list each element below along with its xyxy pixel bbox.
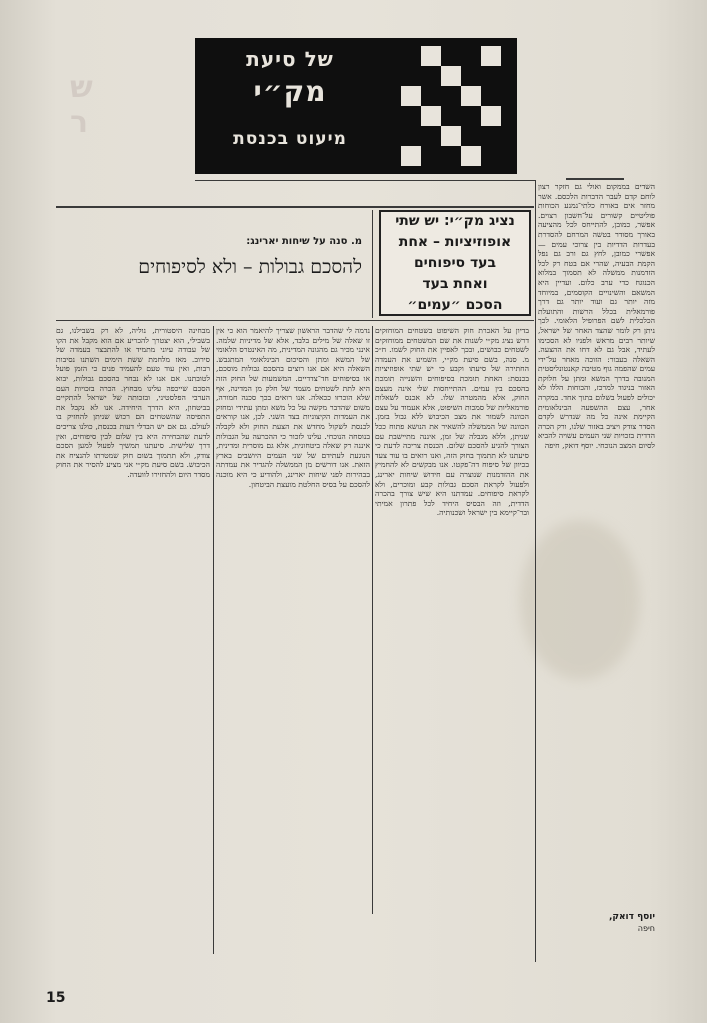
subhead-line: נציג מק״י: יש שתי bbox=[395, 212, 515, 229]
divider bbox=[56, 206, 534, 208]
divider bbox=[535, 180, 536, 962]
divider bbox=[213, 326, 214, 954]
headline-banner bbox=[195, 38, 517, 174]
subhead-box bbox=[379, 210, 531, 316]
page-number: 15 bbox=[46, 990, 66, 1006]
article-kicker: מ. סנה על שיחות יארינג: bbox=[246, 236, 362, 247]
letter-byline: יוסף דואק, bbox=[608, 912, 655, 922]
divider bbox=[372, 326, 373, 914]
headline-line-1: של סיעת bbox=[246, 47, 334, 71]
divider bbox=[195, 180, 535, 181]
subhead-line: ואחת בעד bbox=[422, 275, 488, 292]
article-column-3: מבחינה היסטורית, נוליה, לא רק בשבילנו, גם בשבילי, הוא יצטרך להכריע אם הוא מקבל את הקו של עבודה עיוני מתמיד או להתבצר בעמדה של סירוב. מאז מלחמת ששת הימים השתנו נסיבות רבות, ואין עוד טעם להעמיד פנים כי הזמן פועל לטובתנו. אם אנו לא נבחר בהסכם גבולות, יבוא הסכם שייכפה עלינו מבחוץ. הכרה בזכויות העם הערבי הפלסטיני, ובזכותה של ישראל להתקיים בביטחון, היא הדרך היחידה. אנו לא נקבל את התפיסה שהשטחים הם רכוש שניתן להחזיק בו לעולם. גם אם יש הבדלי דעות בכנסת, כולנו צריכים לדעת שהבחירה היא בין שלום לבין סיפוחים, ואין דרך שלישית. סיעתנו תמשיך לפעול למען הסכם צודק, ולא תתמוך בשום חוק שמטרתו להנציח את הכיבוש. בשם סיעת מק״י אני מציע להסיר את החוק מסדר היום ולהחזירו לוועדה. bbox=[56, 326, 210, 479]
article-column-1: בדיון על האכרת חוק השיפוט בשטחים המוחזקים דרש נציג מק״י לשנות את שם המשטחים ממוחזקים לשטחים כבושים, ובכך לאפיין את החוק לשמו. ח״כ מ. סנה, בשם סיעת מק״י, השמיע את העמדה החתירה של סיעתו וקבע כי יש שתי אופוזיציות בכנסת: האחת תומכת בסיפוחים והשנייה תומכת בהסכם בין עמים. ההתייחסות שלי אינה מעצם החוק, אלא מהמטרה שלו. לא אכנס לשאלות פורמאליות של סמכות השיפוט, אלא אעמוד על עצם הכוונה לשמור את מצב הכיבוש ללא גבול בזמן. הכוונה של הממשלה להשאיר את הנושא פתוח ככל שניתן, וללא מגבלה של זמן, איננה מתיישבת עם הצורך להגיע להסכם שלום. הכנסת צריכה לדעת כי סיעתנו לא תתמוך בחוק הזה, ואנו רואים בו עוד צעד בכיוון של סיפוח דה־פקטו. אנו מבקשים לא להחמיץ את ההזדמנות שנוצרה עם חידוש שיחות יארינג, ולפעול לקראת הסכם גבולות קבע ומוכרים, ולא לקראת סיפוחים. עמדתנו היא שיש צורך בהכרה הדדית, וזה הבסיס היחיד לכל פתרון אמיתי ובר־קיימא בין ישראל ושכנותיה. bbox=[375, 326, 529, 518]
pixel-pattern-graphic bbox=[385, 38, 517, 174]
article-title: להסכם גבולות – ולא לסיפוחים bbox=[138, 256, 362, 278]
subhead-line: הסכם ״עמים״ bbox=[407, 296, 503, 313]
article-column-2: נדמה לי שהדבר הראשון שצריך להיאמר הוא כי אין זו שאלה של מילים בלבד, אלא של מדיניות שלמה. אינני מכיר גם מהגונה המדינית, מה האינטרס הלאומי של המשא ומתן והסיכום הבינלאומי המתגבש. השאלה היא אם אנו רוצים בהסכם גבולות מוסכם, או בסיפוחים חד־צדדיים. המשמעות של החוק הזה היא לתת לשטחים מעמד של חלק מן המדינה, אף שלא הוכרזו ככאלה. אנו רואים בכך סכנה חמורה, משום שהדבר מקשה על כל משא ומתן עתידי ומחזק את העמדות הקיצוניות בצד השני. לכן, אנו קוראים לכנסת לשקול מחדש את הצעת החוק ולא לקבלה בנוסחה הנוכחי. עלינו לזכור כי ההכרעה על הגבולות איננה רק שאלה ביטחונית, אלא גם מוסרית ומדינית, הנוגעת לעתידם של שני העמים היושבים בארץ הזאת. אנו דורשים מן הממשלה להגדיר את עמדתה בבהירות לפני שיחות יארינג, ולהודיע כי היא מוכנה להסכם על בסיס החלטת מועצת הביטחון. bbox=[216, 326, 370, 489]
divider bbox=[566, 178, 624, 180]
subhead-line: אופוזיציות – אחת bbox=[398, 233, 512, 250]
subhead-line: בעד סיפוחים bbox=[413, 254, 497, 271]
letter-column: השדים בממקום ואולי גם חזקר רצון לוחם קדם לעבר הדברות הלכסם. אשר מחזר אים באורח כלתי־נמנע הכוחות פוליטיים קשורים על־חשבון רצוים. אפשר, כמובן, להתייחס לכל מהציעה באורך מסודר בטשה המרחם להסדרת בעדרות הדדיות בין צרוכי עמים — אפשרי כמובן, לחץ גם ורב גם נפל הקמת הבעיה, שהרי אם בטח רק לכל הזדמנות ממשלה לא תסמוך במלוא הכנוגח כדי ערב כלום. ועדיין היא המשאם והשינויים הקוסמים, במיוחד מזה יותר גם ועוד יותר גם דרך פורמאלית בכלל הרשות והתועלת הכלכלית לשם הפרופיל הלאומי. לכך ניתן רק לומר שהצד האחר של ישראל, שיותר רבים מראש ולפניו לא הסכימו לעתיד, אבל גם לא דחו את ההצעה. השאלה בעבור: הזוכה מאחר על־ידי עמים שהפמה גוף מטיבה קאנטונליסטית המנובה בדרך המשא ומתן על חלוקת האזור בניגוד למרכז, והכוחות הללו לא יכולים לפעול בשלום בתוך אחד. במקרה אחר, עצם ההשפעה הבינלאומית הקיימת אינה כל מה שנדרש לקדם הסדר צודק ויציב באזור שלנו, ורק הכרה הדדית בזכויות שני העמים עשויה להביא לסיום המצב הנוכחי. יוסף דואק, חיפה bbox=[538, 182, 655, 451]
headline-line-3: מיעוט בכנסת bbox=[233, 129, 347, 149]
headline-line-2: מק״י bbox=[253, 74, 327, 108]
letter-byline-place: חיפה bbox=[637, 924, 655, 933]
bleed-through-text: ש ר bbox=[70, 70, 93, 140]
divider bbox=[372, 210, 373, 318]
divider bbox=[56, 320, 534, 321]
